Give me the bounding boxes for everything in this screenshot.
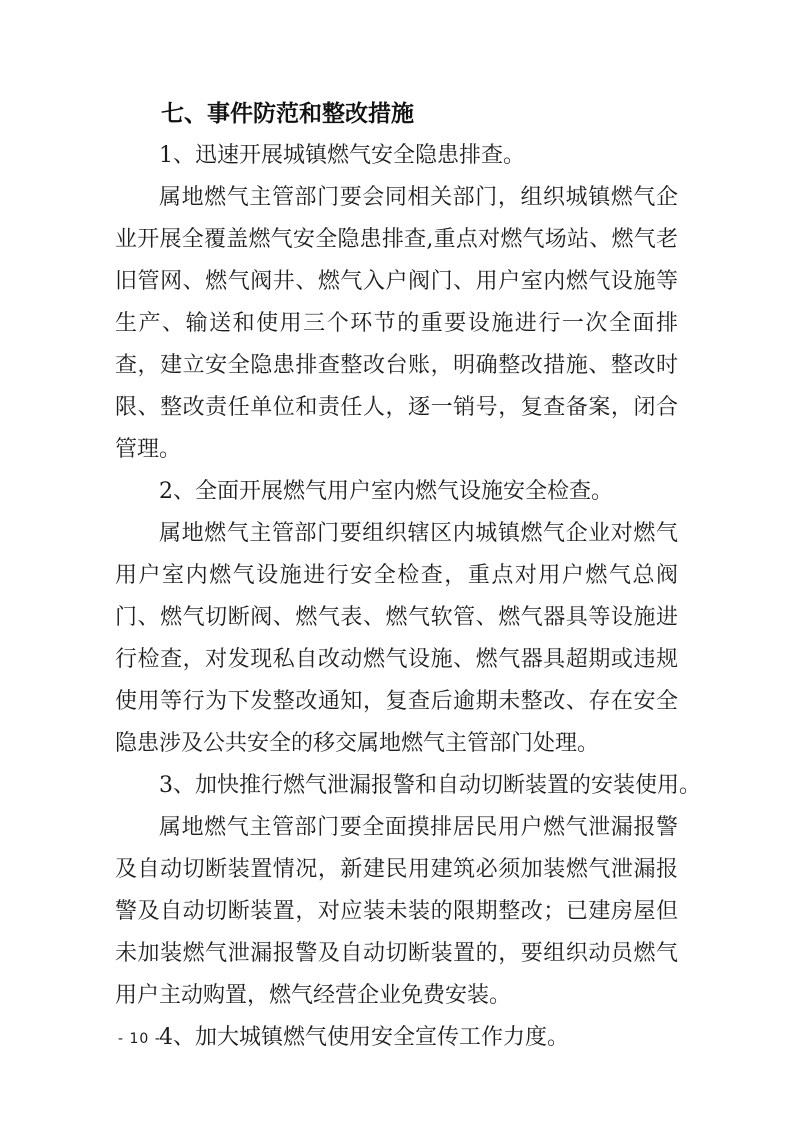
- document-content: [115, 93, 701, 1059]
- page-number: - 10 -: [118, 1031, 161, 1047]
- item-2-title: 2、全面开展燃气用户室内燃气设施安全检查。: [159, 479, 613, 504]
- item-4-title: 4、加大城镇燃气使用安全宣传工作力度。: [159, 1025, 569, 1050]
- item-2-body: 属地燃气主管部门要组织辖区内城镇燃气企业对燃气用户室内燃气设施进行安全检查，重点对用户燃气总阀门、燃气切断阀、燃气表、燃气软管、燃气器具等设施进行检查，对发现私自改动燃气设施、燃气器具超期或违规使用等行为下发整改通知，复查后逾期未整改、存在安全隐患涉及公共安全的移交属地燃气主管部门处理。: [115, 521, 678, 756]
- item-3-title: 3、加快推行燃气泄漏报警和自动切断装置的安装使用。: [159, 773, 701, 798]
- item-1-title: 1、迅速开展城镇燃气安全隐患排查。: [159, 143, 525, 168]
- document-heading: 七、事件防范和整改措施: [161, 101, 414, 127]
- item-3-body: 属地燃气主管部门要全面摸排居民用户燃气泄漏报警及自动切断装置情况，新建民用建筑必须加装燃气泄漏报警及自动切断装置，对应装未装的限期整改；已建房屋但未加装燃气泄漏报警及自动切断装置的，要组织动员燃气用户主动购置，燃气经营企业免费安装。: [115, 815, 678, 1008]
- item-1-body: 属地燃气主管部门要会同相关部门，组织城镇燃气企业开展全覆盖燃气安全隐患排查,重点对燃气场站、燃气老旧管网、燃气阀井、燃气入户阀门、用户室内燃气设施等生产、输送和使用三个环节的重要设施进行一次全面排查，建立安全隐患排查整改台账，明确整改措施、整改时限、整改责任单位和责任人，逐一销号，复查备案，闭合管理。: [115, 185, 678, 462]
